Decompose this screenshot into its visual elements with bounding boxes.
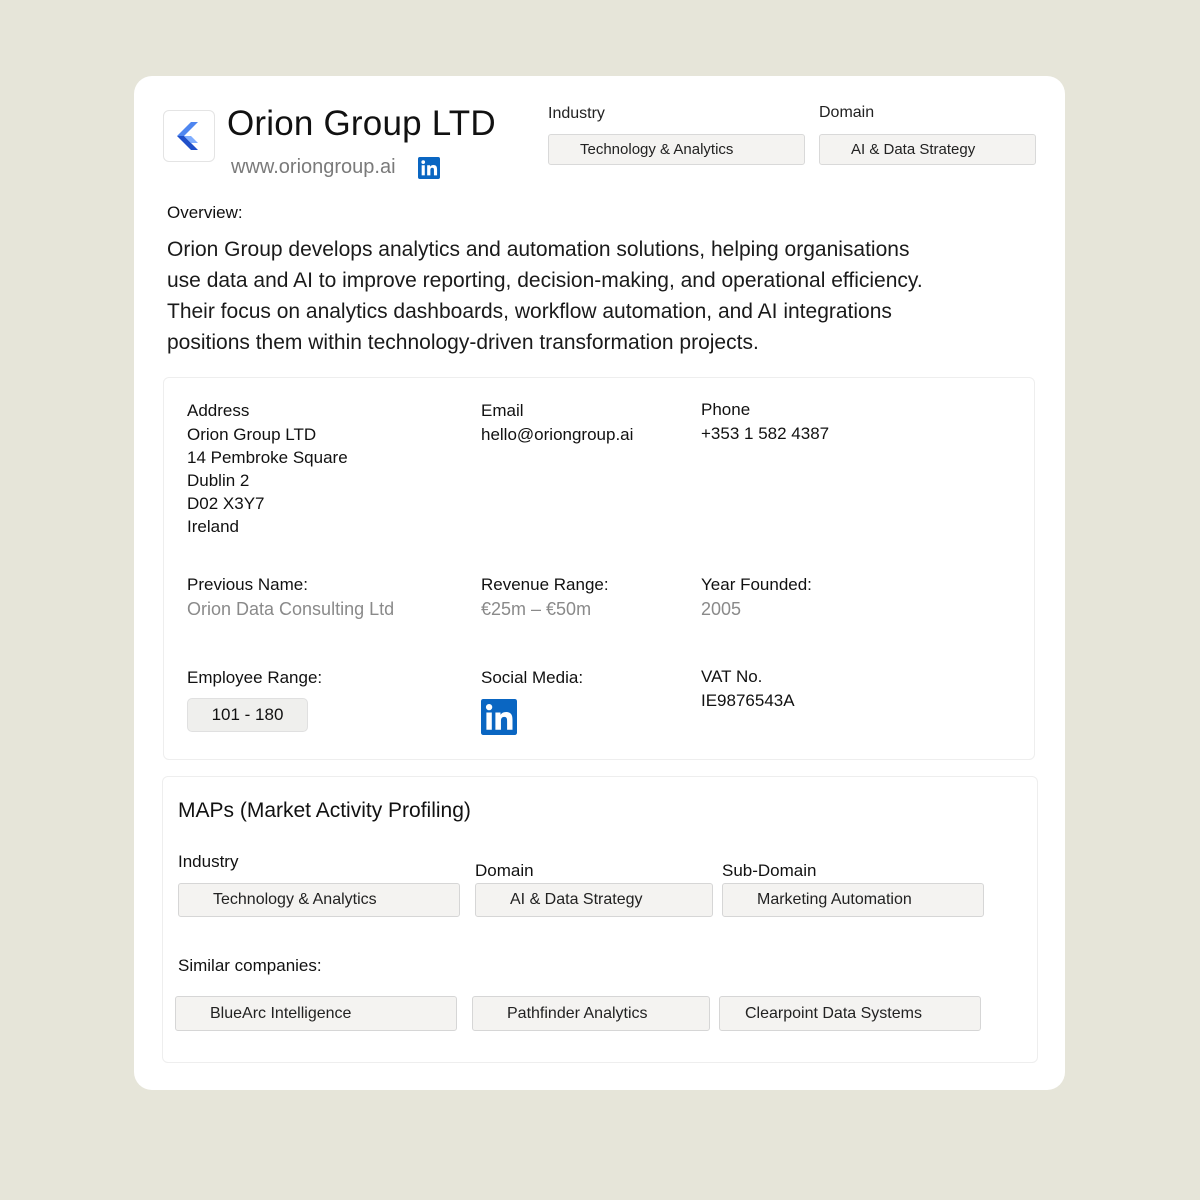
address-line: 14 Pembroke Square [187, 448, 348, 467]
overview-text: Orion Group develops analytics and automation solutions, helping organisations use data and AI to improve reporting, decision-making, and operational efficiency. Their focus on analytics dashboards, workflow automation, and AI integrations positions them within technology-driven transformation projects. [167, 238, 923, 354]
similar-companies-label: Similar companies: [178, 956, 322, 975]
linkedin-icon [481, 699, 517, 735]
email-link[interactable]: hello@oriongroup.ai [481, 425, 634, 444]
header-linkedin-link[interactable] [418, 157, 440, 179]
maps-industry-pill: Technology & Analytics [178, 883, 460, 917]
phone-label: Phone [701, 400, 751, 419]
address-label: Address [187, 401, 250, 420]
revenue-value: €25m – €50m [481, 599, 592, 619]
maps-subdomain-pill: Marketing Automation [722, 883, 984, 917]
employee-range-label: Employee Range: [187, 668, 323, 687]
revenue-label: Revenue Range: [481, 575, 609, 594]
social-linkedin-link[interactable] [481, 699, 517, 735]
maps-title: MAPs (Market Activity Profiling) [178, 799, 471, 822]
company-website-link[interactable]: www.oriongroup.ai [231, 156, 396, 178]
address-line: D02 X3Y7 [187, 494, 265, 513]
similar-company-chip[interactable]: Clearpoint Data Systems [719, 996, 981, 1031]
company-name: Orion Group LTD [227, 104, 496, 143]
maps-domain-pill: AI & Data Strategy [475, 883, 713, 917]
maps-panel [162, 776, 1038, 1063]
linkedin-icon [418, 157, 440, 179]
company-logo-chevron-icon [174, 119, 204, 153]
previous-name-label: Previous Name: [187, 575, 308, 594]
social-media-label: Social Media: [481, 668, 584, 687]
employee-range-pill: 101 - 180 [187, 698, 308, 732]
vat-label: VAT No. [701, 667, 763, 686]
previous-name-value: Orion Data Consulting Ltd [187, 599, 395, 619]
address-line: Ireland [187, 517, 239, 536]
header-industry-label: Industry [548, 105, 605, 122]
maps-subdomain-label: Sub-Domain [722, 861, 817, 880]
address-line: Dublin 2 [187, 471, 250, 490]
address-line: Orion Group LTD [187, 425, 317, 444]
header-domain-label: Domain [819, 104, 875, 121]
address-block [187, 423, 348, 538]
year-founded-value: 2005 [701, 599, 742, 619]
similar-company-chip[interactable]: BlueArc Intelligence [175, 996, 457, 1031]
maps-industry-label: Industry [178, 852, 239, 871]
phone-value: +353 1 582 4387 [701, 424, 830, 443]
year-founded-label: Year Founded: [701, 575, 812, 594]
email-label: Email [481, 401, 524, 420]
company-logo [163, 110, 215, 162]
company-profile-card [134, 76, 1065, 1090]
company-details-panel [163, 377, 1035, 760]
overview-label: Overview: [167, 203, 243, 222]
header-domain-pill: AI & Data Strategy [819, 134, 1036, 165]
maps-domain-label: Domain [475, 861, 534, 880]
similar-company-chip[interactable]: Pathfinder Analytics [472, 996, 710, 1031]
header-industry-pill: Technology & Analytics [548, 134, 805, 165]
vat-value: IE9876543A [701, 691, 795, 710]
